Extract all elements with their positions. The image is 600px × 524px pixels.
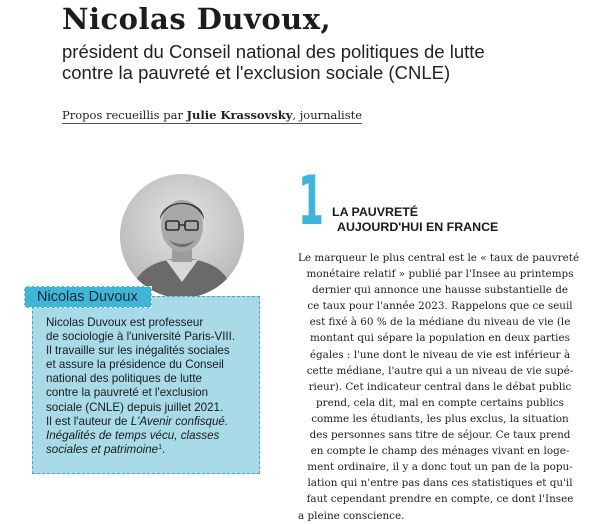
- section-heading: [332, 205, 498, 235]
- bio-line: [46, 429, 258, 443]
- section-heading-line: LA PAUVRETÉ: [332, 205, 419, 219]
- body-line: a pleine conscience.: [298, 509, 405, 522]
- body-line: comme les étudiants, les plus exclus, la situation: [311, 412, 569, 425]
- footnote-marker: 1: [158, 443, 163, 451]
- bio-line: Il est l'auteur de: [46, 414, 131, 428]
- section-number: 1: [298, 162, 325, 241]
- bio-line: national des politiques de lutte: [46, 372, 202, 386]
- body-line: rieur). Cet indicateur central dans le débat public: [308, 380, 572, 393]
- bio-line: et assure la présidence du Conseil: [46, 358, 224, 372]
- body-line: prend, cela dit, mal en compte certains publics: [315, 396, 565, 409]
- page-title: Nicolas Duvoux,: [62, 2, 332, 36]
- credit-prefix: Propos recueillis par: [62, 108, 187, 122]
- subtitle-line: contre la pauvreté et l'exclusion sociale (CNLE): [62, 62, 451, 83]
- bio-line: sociale (CNLE) depuis juillet 2021.: [46, 400, 224, 414]
- subtitle-line: président du Conseil national des politiques de lutte: [62, 41, 485, 62]
- book-title: sociales et patrimoine: [46, 442, 159, 456]
- portrait-photo: [120, 174, 244, 298]
- body-line: montant qui sépare la population en deux parties: [310, 332, 570, 345]
- name-tag: [24, 286, 152, 308]
- section-body: [298, 250, 582, 524]
- subtitle: [62, 41, 582, 83]
- bio-line: Nicolas Duvoux est professeur: [46, 316, 204, 329]
- bio-line-with-book: [46, 415, 258, 429]
- body-line: des personnes sans titre de séjour. Ce taux prend: [309, 429, 571, 442]
- name-tag-label: Nicolas Duvoux: [37, 289, 138, 305]
- body-line: Le marqueur le plus central est le « taux de pauvreté: [298, 252, 580, 264]
- body-line: est fixé à 60 % de la médiane du niveau de vie (le: [309, 316, 571, 329]
- body-line: faut cependant prendre en compte, ce dont l'Insee: [306, 493, 574, 506]
- body-line: en compte le champ des ménages vivant en loge-: [310, 445, 570, 458]
- body-line: ce taux pour l'année 2023. Rappelons que ce seuil: [307, 300, 573, 313]
- bio-line: [46, 443, 258, 457]
- bio-line: contre la pauvreté et l'exclusion: [46, 386, 209, 400]
- body-line: lation qui n'entre pas dans ces statistiques et qu'il: [307, 477, 573, 490]
- bio-end: .: [162, 442, 166, 456]
- body-line: égales : l'une dont le niveau de vie est inférieur à: [309, 348, 571, 361]
- body-line: monétaire relatif » publié par l'Insee au printemps: [306, 268, 574, 281]
- interview-credit: [62, 108, 362, 124]
- bio-line: de sociologie à l'université Paris-VIII.: [46, 330, 236, 344]
- bio-text: [46, 316, 258, 457]
- body-line: ment ordinaire, il y a donc tout un pan de la popu-: [307, 461, 573, 474]
- bio-line: Il travaille sur les inégalités sociales: [46, 344, 230, 358]
- credit-author: Julie Krassovsky: [186, 108, 293, 122]
- book-title: L'Avenir confisqué.: [130, 414, 229, 428]
- section-heading-line: AUJOURD'HUI EN FRANCE: [337, 220, 499, 234]
- body-line: dernier qui annonce une hausse substantielle de: [311, 284, 569, 297]
- credit-suffix: , journaliste: [292, 108, 363, 122]
- book-title: Inégalités de temps vécu, classes: [46, 428, 220, 442]
- body-line: cette médiane, l'autre qui a un niveau de vie supé-: [306, 364, 574, 377]
